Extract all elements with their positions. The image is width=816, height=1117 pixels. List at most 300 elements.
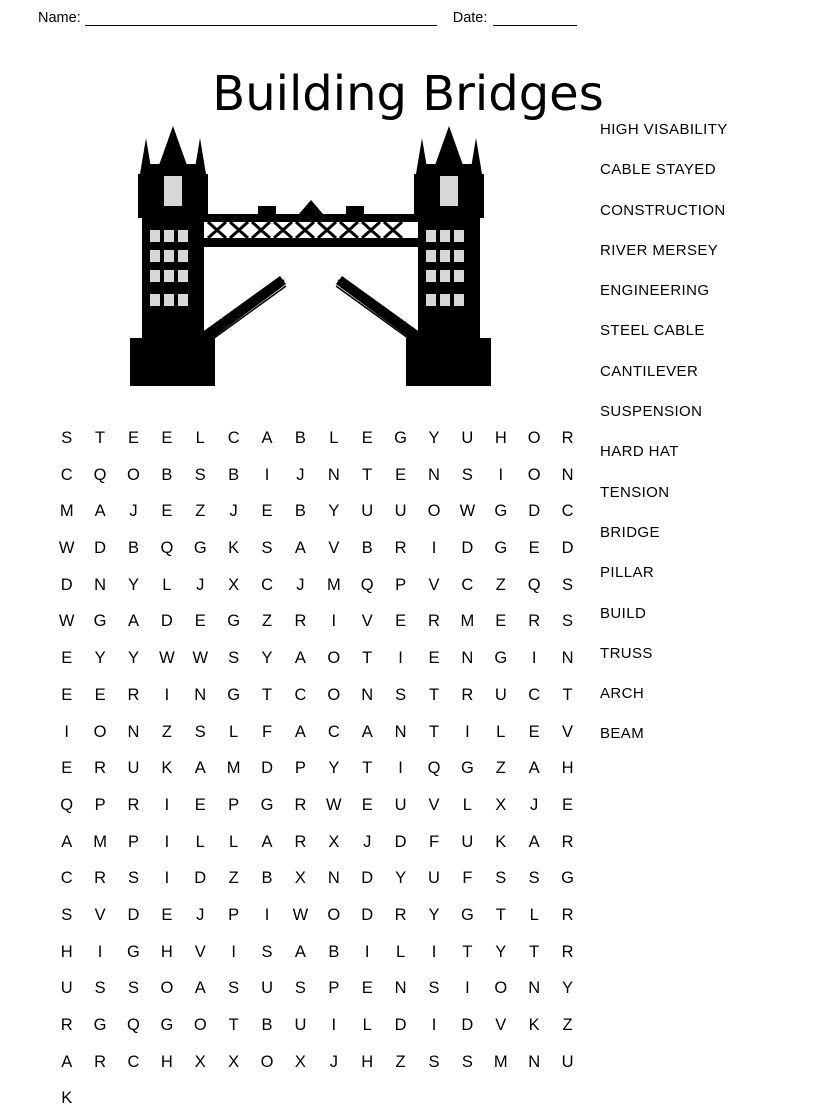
grid-cell[interactable]: T (529, 942, 540, 961)
grid-cell[interactable]: U (127, 759, 140, 778)
grid-cell[interactable]: O (260, 1052, 274, 1071)
grid-cell[interactable]: I (531, 649, 537, 668)
grid-cell[interactable]: W (459, 502, 476, 521)
grid-cell[interactable]: S (428, 1052, 440, 1071)
grid-cell[interactable]: S (562, 575, 574, 594)
grid-cell[interactable]: T (428, 685, 440, 704)
word-list-item: PILLAR (600, 564, 655, 582)
grid-cell[interactable]: G (227, 685, 241, 704)
grid-cell[interactable]: U (394, 795, 407, 814)
grid-cell[interactable]: L (462, 795, 472, 814)
grid-cell[interactable]: Z (261, 612, 273, 631)
grid-cell[interactable]: R (428, 612, 440, 631)
grid-cell[interactable]: H (60, 942, 73, 961)
grid-cell[interactable]: Q (60, 795, 74, 814)
grid-cell[interactable]: H (561, 759, 574, 778)
grid-cell[interactable]: R (127, 685, 140, 704)
grid-cell[interactable]: I (331, 612, 337, 631)
date-write-line[interactable] (493, 13, 577, 26)
grid-cell[interactable]: E (428, 649, 440, 668)
grid-cell[interactable]: A (194, 979, 206, 998)
grid-cell[interactable]: Y (328, 759, 340, 778)
grid-cell[interactable]: S (261, 942, 273, 961)
grid-cell[interactable]: I (164, 685, 170, 704)
grid-cell[interactable]: A (261, 832, 273, 851)
grid-cell[interactable]: Y (562, 979, 574, 998)
grid-cell[interactable]: P (294, 759, 306, 778)
grid-cell[interactable]: J (296, 465, 305, 484)
grid-cell[interactable]: I (465, 979, 470, 998)
grid-cell[interactable]: D (361, 869, 374, 888)
grid-cell[interactable]: C (294, 685, 307, 704)
grid-cell[interactable]: E (161, 429, 173, 447)
grid-cell[interactable]: W (58, 539, 75, 558)
grid-cell[interactable]: U (461, 832, 474, 851)
grid-cell[interactable]: E (194, 612, 206, 631)
grid-cell[interactable]: R (561, 905, 574, 924)
word-list-item: SUSPENSION (600, 403, 703, 421)
grid-cell[interactable]: L (496, 722, 506, 741)
grid-cell[interactable]: U (561, 1052, 574, 1071)
grid-cell[interactable]: Y (94, 649, 106, 668)
grid-cell[interactable]: N (194, 685, 207, 704)
grid-cell[interactable]: E (395, 465, 407, 484)
grid-cell[interactable]: I (398, 759, 403, 778)
grid-cell[interactable]: E (495, 612, 507, 631)
grid-cell[interactable]: O (327, 649, 341, 668)
grid-cell[interactable]: G (193, 539, 207, 558)
grid-cell[interactable]: L (229, 722, 239, 741)
grid-cell[interactable]: X (495, 795, 507, 814)
grid-cell[interactable]: Z (195, 502, 206, 521)
grid-cell[interactable]: A (61, 832, 73, 851)
grid-cell[interactable]: N (528, 979, 541, 998)
grid-cell[interactable]: I (364, 942, 370, 961)
grid-cell[interactable]: I (264, 905, 270, 924)
grid-cell[interactable]: C (261, 575, 273, 594)
grid-cell[interactable]: N (394, 979, 407, 998)
grid-cell[interactable]: E (261, 502, 273, 521)
grid-cell[interactable]: Z (161, 722, 172, 741)
grid-cell[interactable]: D (461, 539, 474, 558)
grid-cell[interactable]: B (261, 1016, 273, 1034)
grid-cell[interactable]: G (460, 905, 474, 924)
grid-cell[interactable]: O (160, 979, 174, 998)
grid-cell[interactable]: Z (562, 1016, 573, 1034)
grid-cell[interactable]: I (264, 465, 270, 484)
grid-cell[interactable]: G (460, 759, 474, 778)
grid-cell[interactable]: A (194, 759, 206, 778)
grid-cell[interactable]: S (127, 869, 139, 888)
grid-cell[interactable]: T (495, 905, 506, 924)
grid-cell[interactable]: C (227, 429, 240, 447)
grid-cell[interactable]: Y (428, 905, 440, 924)
grid-cell[interactable]: J (129, 502, 138, 521)
grid-cell[interactable]: D (60, 575, 73, 594)
grid-cell[interactable]: X (228, 575, 240, 594)
grid-cell[interactable]: V (328, 539, 340, 558)
grid-cell[interactable]: I (431, 942, 437, 961)
grid-cell[interactable]: T (95, 429, 106, 447)
grid-cell[interactable]: C (461, 575, 474, 594)
grid-cell[interactable]: O (527, 429, 541, 447)
grid-cell[interactable]: A (294, 942, 306, 961)
grid-cell[interactable]: J (363, 832, 372, 851)
grid-cell[interactable]: X (328, 832, 340, 851)
grid-cell[interactable]: K (228, 539, 240, 558)
grid-cell[interactable]: R (294, 795, 307, 814)
grid-cell[interactable]: S (428, 979, 440, 998)
grid-cell[interactable]: A (294, 722, 306, 741)
grid-cell[interactable]: X (194, 1052, 206, 1071)
grid-cell[interactable]: S (461, 1052, 473, 1071)
grid-cell[interactable]: D (394, 832, 407, 851)
grid-cell[interactable]: R (294, 832, 307, 851)
grid-cell[interactable]: R (394, 539, 407, 558)
grid-cell[interactable]: E (61, 759, 73, 778)
word-list-item: ENGINEERING (600, 282, 710, 300)
grid-cell[interactable]: L (229, 832, 239, 851)
grid-cell[interactable]: S (228, 649, 240, 668)
grid-cell[interactable]: L (529, 905, 539, 924)
grid-cell[interactable]: A (294, 539, 306, 558)
grid-cell[interactable]: G (561, 869, 574, 888)
grid-cell[interactable]: B (228, 465, 240, 484)
grid-cell[interactable]: C (60, 465, 73, 484)
grid-cell[interactable]: R (561, 832, 574, 851)
grid-cell[interactable]: I (164, 832, 170, 851)
grid-cell[interactable]: O (127, 465, 140, 484)
grid-cell[interactable]: S (194, 722, 206, 741)
grid-cell[interactable]: U (428, 869, 440, 888)
grid-cell[interactable]: Q (93, 465, 107, 484)
grid-cell[interactable]: S (461, 465, 473, 484)
grid-cell[interactable]: R (394, 905, 407, 924)
grid-cell[interactable]: T (462, 942, 473, 961)
grid-cell[interactable]: G (93, 612, 107, 631)
grid-cell[interactable]: O (93, 722, 107, 741)
grid-cell[interactable]: K (528, 1016, 540, 1034)
grid-cell[interactable]: B (161, 465, 173, 484)
grid-cell[interactable]: Q (527, 575, 541, 594)
grid-cell[interactable]: P (395, 575, 407, 594)
grid-cell[interactable]: Z (495, 575, 506, 594)
grid-cell[interactable]: N (94, 575, 107, 594)
grid-cell[interactable]: H (494, 429, 507, 447)
grid-cell[interactable]: S (294, 979, 306, 998)
grid-cell[interactable]: G (494, 502, 508, 521)
name-write-line[interactable] (85, 13, 437, 26)
grid-cell[interactable]: T (261, 685, 273, 704)
grid-cell[interactable]: S (495, 869, 507, 888)
grid-cell[interactable]: R (60, 1016, 73, 1034)
grid-cell[interactable]: C (60, 869, 73, 888)
grid-cell[interactable]: I (465, 722, 470, 741)
grid-cell[interactable]: Q (160, 539, 174, 558)
grid-cell[interactable]: G (394, 429, 408, 447)
grid-cell[interactable]: R (94, 759, 107, 778)
grid-cell[interactable]: C (528, 685, 541, 704)
grid-cell[interactable]: Z (228, 869, 239, 888)
grid-cell[interactable]: Q (360, 575, 374, 594)
grid-cell[interactable]: I (164, 869, 170, 888)
grid-cell[interactable]: A (528, 832, 540, 851)
grid-cell[interactable]: T (362, 759, 373, 778)
grid-cell[interactable]: N (528, 1052, 541, 1071)
grid-cell[interactable]: C (561, 502, 574, 521)
grid-cell[interactable]: D (160, 612, 173, 631)
grid-cell[interactable]: I (97, 942, 103, 961)
grid-cell[interactable]: L (195, 832, 205, 851)
grid-cell[interactable]: Y (328, 502, 340, 521)
grid-cell[interactable]: J (530, 795, 539, 814)
grid-cell[interactable]: C (127, 1052, 140, 1071)
grid-cell[interactable]: J (329, 1052, 338, 1071)
grid-cell[interactable]: E (194, 795, 206, 814)
grid-cell[interactable]: W (159, 649, 175, 668)
grid-cell[interactable]: W (58, 612, 75, 631)
grid-cell[interactable]: G (93, 1016, 107, 1034)
grid-cell[interactable]: N (361, 685, 374, 704)
grid-cell[interactable]: G (227, 612, 241, 631)
grid-cell[interactable]: S (127, 979, 139, 998)
grid-cell[interactable]: K (61, 1089, 73, 1108)
grid-cell[interactable]: N (127, 722, 140, 741)
grid-cell[interactable]: I (331, 1016, 337, 1034)
grid-cell[interactable]: Q (127, 1016, 140, 1034)
grid-cell[interactable]: E (395, 612, 407, 631)
grid-cell[interactable]: G (494, 649, 508, 668)
grid-cell[interactable]: C (327, 722, 340, 741)
grid-cell[interactable]: Q (427, 759, 441, 778)
grid-cell[interactable]: G (494, 539, 508, 558)
grid-cell[interactable]: E (127, 429, 139, 447)
grid-cell[interactable]: W (192, 649, 209, 668)
grid-cell[interactable]: E (161, 502, 173, 521)
grid-cell[interactable]: M (326, 575, 341, 594)
grid-cell[interactable]: N (327, 465, 340, 484)
grid-cell[interactable]: E (528, 539, 540, 558)
grid-cell[interactable]: P (228, 905, 240, 924)
grid-cell[interactable]: B (127, 539, 139, 558)
grid-cell[interactable]: A (361, 722, 373, 741)
grid-cell[interactable]: S (395, 685, 407, 704)
grid-cell[interactable]: R (127, 795, 140, 814)
grid-cell[interactable]: I (498, 465, 504, 484)
grid-cell[interactable]: T (562, 685, 573, 704)
grid-cell[interactable]: E (361, 979, 373, 998)
grid-cell[interactable]: V (428, 795, 440, 814)
grid-cell[interactable]: W (292, 905, 309, 924)
grid-cell[interactable]: E (161, 905, 173, 924)
grid-cell[interactable]: P (328, 979, 340, 998)
grid-cell[interactable]: A (528, 759, 540, 778)
grid-cell[interactable]: O (327, 685, 341, 704)
grid-cell[interactable]: S (94, 979, 106, 998)
grid-cell[interactable]: U (361, 502, 374, 521)
grid-cell[interactable]: V (361, 612, 373, 631)
grid-cell[interactable]: M (493, 1052, 508, 1071)
grid-cell[interactable]: D (261, 759, 273, 778)
grid-cell[interactable]: E (361, 429, 373, 447)
grid-cell[interactable]: Z (495, 759, 506, 778)
grid-cell[interactable]: O (427, 502, 441, 521)
grid-cell[interactable]: G (127, 942, 140, 961)
grid-cell[interactable]: L (162, 575, 172, 594)
grid-cell[interactable]: I (231, 942, 236, 961)
grid-cell[interactable]: U (261, 979, 273, 998)
grid-cell[interactable]: R (528, 612, 541, 631)
grid-cell[interactable]: N (561, 649, 574, 668)
grid-cell[interactable]: P (127, 832, 139, 851)
grid-cell[interactable]: M (226, 759, 241, 778)
grid-cell[interactable]: L (362, 1016, 372, 1034)
grid-cell[interactable]: S (228, 979, 240, 998)
grid-cell[interactable]: D (461, 1016, 474, 1034)
grid-cell[interactable]: B (361, 539, 373, 558)
grid-cell[interactable]: E (562, 795, 574, 814)
grid-cell[interactable]: A (294, 649, 306, 668)
grid-cell[interactable]: I (64, 722, 69, 741)
grid-cell[interactable]: E (361, 795, 373, 814)
grid-cell[interactable]: V (428, 575, 440, 594)
grid-cell[interactable]: I (398, 649, 403, 668)
grid-cell[interactable]: V (495, 1016, 507, 1034)
word-list-item: BRIDGE (600, 523, 660, 541)
grid-cell[interactable]: U (394, 502, 407, 521)
grid-cell[interactable]: V (194, 942, 206, 961)
grid-cell[interactable]: B (294, 502, 306, 521)
grid-cell[interactable]: F (462, 869, 473, 888)
word-list-item: TENSION (600, 483, 670, 501)
grid-cell[interactable]: B (328, 942, 340, 961)
grid-cell[interactable]: J (196, 575, 205, 594)
grid-cell[interactable]: Z (395, 1052, 406, 1071)
grid-cell[interactable]: P (228, 795, 240, 814)
grid-cell[interactable]: D (394, 1016, 407, 1034)
grid-cell[interactable]: S (61, 905, 73, 924)
grid-cell[interactable]: N (428, 465, 440, 484)
grid-cell[interactable]: U (494, 685, 507, 704)
grid-cell[interactable]: M (460, 612, 475, 631)
grid-cell[interactable]: D (561, 539, 574, 558)
grid-cell[interactable]: O (527, 465, 541, 484)
grid-cell[interactable]: U (60, 979, 73, 998)
grid-cell[interactable]: O (494, 979, 508, 998)
grid-cell[interactable]: A (61, 1052, 73, 1071)
grid-cell[interactable]: L (329, 429, 339, 447)
grid-cell[interactable]: Y (395, 869, 407, 888)
grid-cell[interactable]: M (59, 502, 74, 521)
grid-cell[interactable]: U (294, 1016, 307, 1034)
word-list-item: CABLE STAYED (600, 161, 716, 179)
grid-cell[interactable]: R (294, 612, 307, 631)
grid-cell[interactable]: O (327, 905, 341, 924)
grid-cell[interactable]: F (428, 832, 440, 851)
grid-cell[interactable]: X (228, 1052, 240, 1071)
grid-cell[interactable]: J (229, 502, 238, 521)
grid-cell[interactable]: N (327, 869, 340, 888)
grid-cell[interactable]: N (461, 649, 474, 668)
grid-cell[interactable]: R (561, 429, 574, 447)
grid-cell[interactable]: I (431, 1016, 437, 1034)
grid-cell[interactable]: F (261, 722, 273, 741)
grid-cell[interactable]: B (261, 869, 273, 888)
grid-cell[interactable]: S (528, 869, 540, 888)
grid-cell[interactable]: D (94, 539, 107, 558)
grid-cell[interactable]: A (94, 502, 106, 521)
grid-cell[interactable]: V (94, 905, 106, 924)
grid-cell[interactable]: N (561, 465, 574, 484)
grid-cell[interactable]: G (260, 795, 274, 814)
grid-cell[interactable]: E (94, 685, 106, 704)
grid-cell[interactable]: R (461, 685, 474, 704)
grid-cell[interactable]: R (94, 1052, 107, 1071)
grid-cell[interactable]: L (396, 942, 406, 961)
grid-cell[interactable]: I (431, 539, 437, 558)
grid-cell[interactable]: R (94, 869, 107, 888)
grid-cell[interactable]: Y (428, 429, 440, 447)
grid-cell[interactable]: H (160, 942, 173, 961)
grid-cell[interactable]: H (361, 1052, 374, 1071)
grid-cell[interactable]: Y (127, 575, 139, 594)
grid-cell[interactable]: B (294, 429, 306, 447)
grid-cell[interactable]: D (361, 905, 374, 924)
grid-cell[interactable]: S (261, 539, 273, 558)
name-label: Name: (38, 10, 81, 26)
worksheet-header (0, 2, 816, 26)
grid-cell[interactable]: D (127, 905, 140, 924)
grid-cell[interactable]: M (93, 832, 107, 851)
grid-cell[interactable]: E (61, 685, 73, 704)
grid-cell[interactable]: Y (261, 649, 273, 668)
grid-cell[interactable]: U (461, 429, 474, 447)
grid-cell[interactable]: X (294, 1052, 306, 1071)
word-search-grid (50, 420, 585, 1117)
grid-cell[interactable]: T (362, 465, 373, 484)
grid-cell[interactable]: K (495, 832, 507, 851)
grid-cell[interactable]: T (428, 722, 440, 741)
grid-cell[interactable]: D (194, 869, 207, 888)
grid-cell[interactable]: A (127, 612, 139, 631)
grid-cell[interactable]: T (362, 649, 373, 668)
grid-cell[interactable]: I (164, 795, 170, 814)
grid-cell[interactable]: V (562, 722, 574, 741)
grid-cell[interactable]: X (294, 869, 306, 888)
grid-cell[interactable]: N (394, 722, 407, 741)
grid-cell[interactable]: E (61, 649, 73, 668)
grid-cell[interactable]: W (326, 795, 342, 814)
grid-cell[interactable]: Y (127, 649, 139, 668)
grid-cell[interactable]: A (261, 429, 273, 447)
grid-cell[interactable]: G (160, 1016, 174, 1034)
grid-cell[interactable]: T (228, 1016, 239, 1034)
grid-cell[interactable]: L (195, 429, 205, 447)
grid-cell[interactable]: J (196, 905, 205, 924)
grid-cell[interactable]: S (562, 612, 574, 631)
grid-cell[interactable]: O (193, 1016, 207, 1034)
grid-cell[interactable]: E (528, 722, 540, 741)
grid-cell[interactable]: Y (495, 942, 507, 961)
grid-cell[interactable]: S (61, 429, 73, 447)
grid-cell[interactable]: D (528, 502, 541, 521)
grid-cell[interactable]: R (561, 942, 574, 961)
grid-cell[interactable]: P (94, 795, 106, 814)
grid-cell[interactable]: S (194, 465, 206, 484)
grid-cell[interactable]: H (160, 1052, 173, 1071)
grid-cell[interactable]: J (296, 575, 305, 594)
grid-cell[interactable]: K (161, 759, 173, 778)
